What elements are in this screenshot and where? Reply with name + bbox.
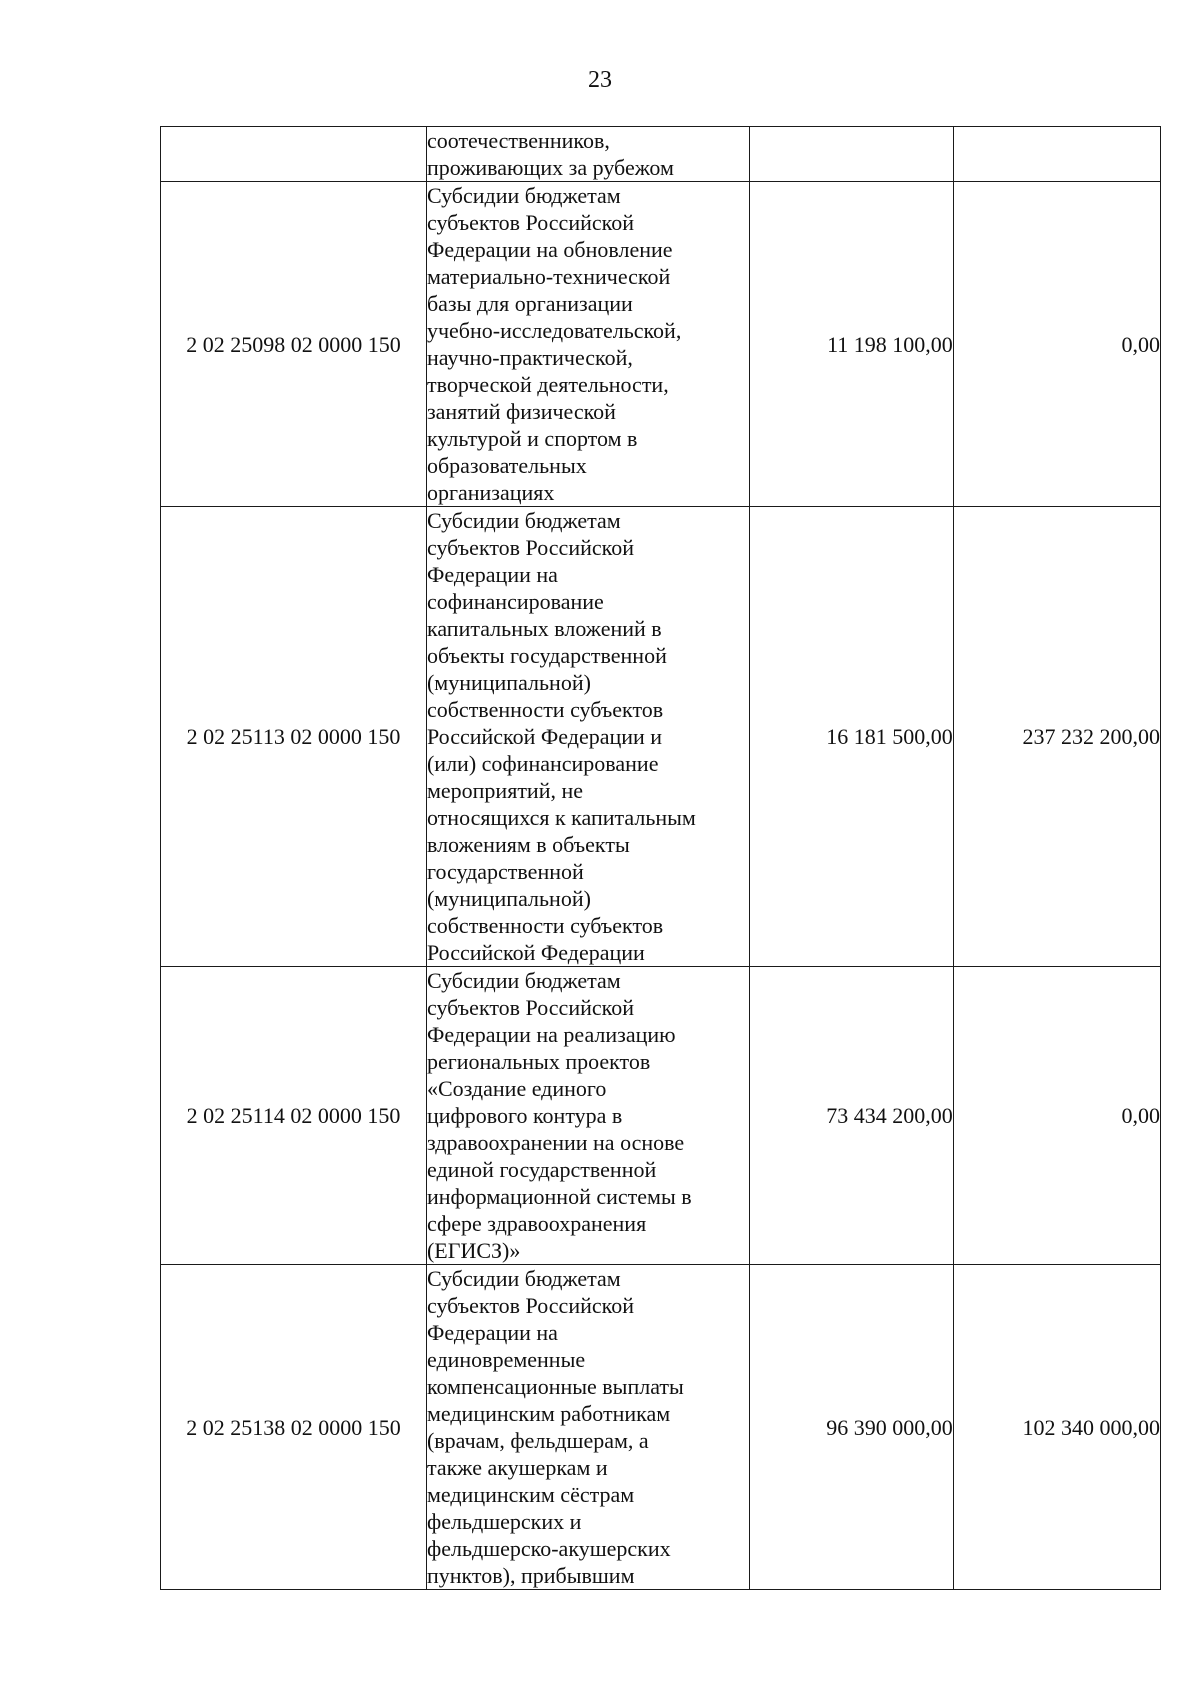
description-line: базы для организации [426,291,633,316]
description-line: Субсидии бюджетам [426,1266,621,1291]
description-line: сфере здравоохранения [426,1211,647,1236]
table-row [161,967,1161,1265]
description-line: софинансирование [426,589,604,614]
budget-code-cell: 2 02 25098 02 0000 150 [161,182,427,507]
description-line: вложениям в объекты [426,832,630,857]
description-line: собственности субъектов [426,913,664,938]
description-cell [426,1265,749,1590]
description-line: медицинским работникам [426,1401,671,1426]
description-line: организациях [426,480,555,505]
description-line: культурой и спортом в [426,426,638,451]
description-line: Федерации на [426,1320,558,1345]
table-body [161,127,1161,1590]
description-line: Федерации на [426,562,558,587]
description-line: субъектов Российской [426,1293,634,1318]
amount-first-year-cell: 96 390 000,00 [749,1265,953,1590]
description-line: Федерации на реализацию [426,1022,676,1047]
table-row [161,182,1161,507]
description-line: (муниципальной) [426,670,591,695]
amount-first-year-cell: 73 434 200,00 [749,967,953,1265]
description-line: материально-технической [426,264,671,289]
table-row [161,1265,1161,1590]
description-line: (ЕГИСЗ)» [426,1238,521,1263]
description-line: (или) софинансирование [426,751,659,776]
description-line: относящихся к капитальным [426,805,696,830]
description-line: информационной системы в [426,1184,692,1209]
description-line: учебно-исследовательской, [426,318,682,343]
description-line: единовременные [426,1347,586,1372]
amount-first-year-cell: 16 181 500,00 [749,507,953,967]
budget-code-cell [161,127,427,182]
description-cell [426,182,749,507]
description-line: капитальных вложений в [426,616,662,641]
description-line: (муниципальной) [426,886,591,911]
description-cell [426,507,749,967]
description-line: субъектов Российской [426,210,634,235]
amount-second-year-cell: 237 232 200,00 [953,507,1160,967]
description-line: государственной [426,859,584,884]
description-line: объекты государственной [426,643,667,668]
description-line: собственности субъектов [426,697,664,722]
budget-table [160,126,1161,1590]
description-line: соотечественников, [426,128,610,153]
description-line: пунктов), прибывшим [426,1563,635,1588]
amount-second-year-cell: 0,00 [953,967,1160,1265]
description-line: здравоохранении на основе [426,1130,685,1155]
description-line: Российской Федерации и [426,724,663,749]
amount-first-year-cell [749,127,953,182]
table-row [161,127,1161,182]
description-line: Субсидии бюджетам [426,968,621,993]
description-line: фельдшерских и [426,1509,582,1534]
description-line: субъектов Российской [426,995,634,1020]
description-line: цифрового контура в [426,1103,623,1128]
description-line: научно-практической, [426,345,633,370]
description-line: фельдшерско-акушерских [426,1536,671,1561]
budget-code-cell: 2 02 25114 02 0000 150 [161,967,427,1265]
description-line: Российской Федерации [426,940,645,965]
description-line: также акушеркам и [426,1455,608,1480]
description-line: Федерации на обновление [426,237,673,262]
budget-code-cell: 2 02 25113 02 0000 150 [161,507,427,967]
amount-first-year-cell: 11 198 100,00 [749,182,953,507]
description-cell [426,127,749,182]
description-line: Субсидии бюджетам [426,508,621,533]
description-cell [426,967,749,1265]
description-line: образовательных [426,453,587,478]
description-line: региональных проектов [426,1049,651,1074]
description-line: мероприятий, не [426,778,584,803]
description-line: субъектов Российской [426,535,634,560]
description-line: компенсационные выплаты [426,1374,684,1399]
description-line: единой государственной [426,1157,657,1182]
description-line: (врачам, фельдшерам, а [426,1428,649,1453]
amount-second-year-cell [953,127,1160,182]
budget-code-cell: 2 02 25138 02 0000 150 [161,1265,427,1590]
description-line: медицинским сёстрам [426,1482,635,1507]
description-line: творческой деятельности, [426,372,669,397]
table-row [161,507,1161,967]
amount-second-year-cell: 0,00 [953,182,1160,507]
description-line: занятий физической [426,399,616,424]
description-line: «Создание единого [426,1076,607,1101]
page-number: 23 [588,67,612,93]
description-line: проживающих за рубежом [426,155,674,180]
description-line: Субсидии бюджетам [426,183,621,208]
amount-second-year-cell: 102 340 000,00 [953,1265,1160,1590]
